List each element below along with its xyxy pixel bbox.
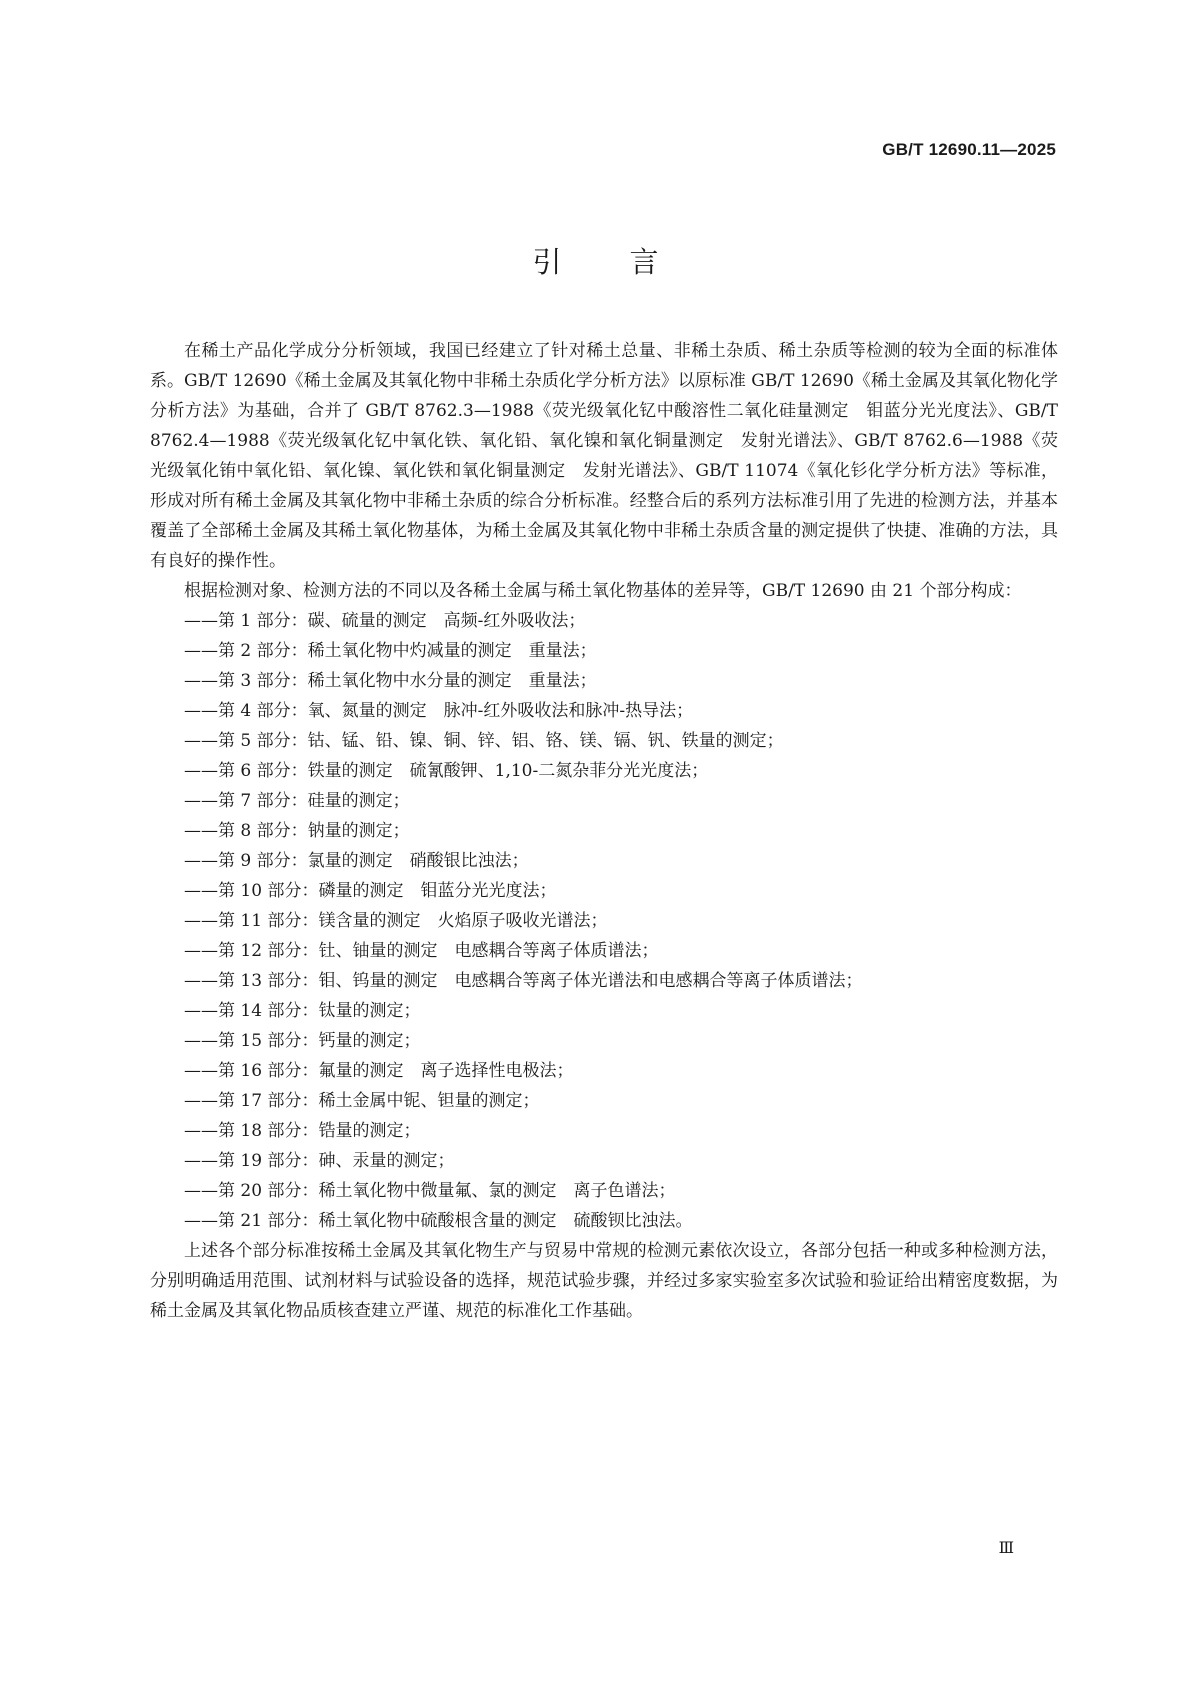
list-item: ——第 21 部分：稀土氧化物中硫酸根含量的测定 硫酸钡比浊法。 [184,1211,693,1231]
list-item: ——第 19 部分：砷、汞量的测定； [184,1151,455,1171]
list-item: ——第 6 部分：铁量的测定 硫氰酸钾、1,10-二氮杂菲分光光度法； [184,761,709,781]
list-item: ——第 20 部分：稀土氧化物中微量氟、氯的测定 离子色谱法； [184,1181,676,1201]
list-item: ——第 15 部分：钙量的测定； [184,1031,421,1051]
list-item: ——第 16 部分：氟量的测定 离子选择性电极法； [184,1061,574,1081]
page-number: Ⅲ [998,1538,1014,1557]
list-item: ——第 5 部分：钴、锰、铅、镍、铜、锌、铝、铬、镁、镉、钒、铁量的测定； [184,731,784,751]
page-title: 引言 [532,245,727,279]
parts-list [150,606,1058,1236]
list-item: ——第 8 部分：钠量的测定； [184,821,410,841]
list-item: ——第 9 部分：氯量的测定 硝酸银比浊法； [184,851,529,871]
intro-paragraph: 在稀土产品化学成分分析领域，我国已经建立了针对稀土总量、非稀土杂质、稀土杂质等检测的较为全面的标准体系。GB/T 12690《稀土金属及其氧化物中非稀土杂质化学分析方法》以原标准 GB/T 12690《稀土金属及其氧化物化学分析方法》为基础，合并了 GB/T 8762.3—1988《荧光级氧化钇中酸溶性二氧化硅量测定 钼蓝分光光度法》、GB/T 8762.4—1988《荧光级氧化钇中氧化铁、氧化铅、氧化镍和氧化铜量测定 发射光谱法》、GB/T 8762.6—1988《荧光级氧化铕中氧化铅、氧化镍、氧化铁和氧化铜量测定 发射光谱法》、GB/T 11074《氧化钐化学分析方法》等标准，形成对所有稀土金属及其氧化物中非稀土杂质的综合分析标准。经整合后的系列方法标准引用了先进的检测方法，并基本覆盖了全部稀土金属及其稀土氧化物基体，为稀土金属及其氧化物中非稀土杂质含量的测定提供了快捷、准确的方法，具有良好的操作性。 [150,341,1058,571]
list-item: ——第 12 部分：钍、铀量的测定 电感耦合等离子体质谱法； [184,941,659,961]
list-item: ——第 7 部分：硅量的测定； [184,791,410,811]
list-item: ——第 10 部分：磷量的测定 钼蓝分光光度法； [184,881,557,901]
structure-paragraph: 根据检测对象、检测方法的不同以及各稀土金属与稀土氧化物基体的差异等，GB/T 12690 由 21 个部分构成： [184,581,1022,601]
list-item: ——第 4 部分：氧、氮量的测定 脉冲-红外吸收法和脉冲-热导法； [184,701,694,721]
list-item: ——第 1 部分：碳、硫量的测定 高频-红外吸收法； [184,611,586,631]
list-item: ——第 18 部分：锆量的测定； [184,1121,421,1141]
list-item: ——第 13 部分：钼、钨量的测定 电感耦合等离子体光谱法和电感耦合等离子体质谱法； [184,971,863,991]
closing-paragraph: 上述各个部分标准按稀土金属及其氧化物生产与贸易中常规的检测元素依次设立，各部分包括一种或多种检测方法，分别明确适用范围、试剂材料与试验设备的选择，规范试验步骤，并经过多家实验室多次试验和验证给出精密度数据，为稀土金属及其氧化物品质核查建立严谨、规范的标准化工作基础。 [150,1241,1058,1321]
list-item: ——第 11 部分：镁含量的测定 火焰原子吸收光谱法； [184,911,608,931]
standard-code: GB/T 12690.11—2025 [882,140,1056,159]
list-item: ——第 17 部分：稀土金属中铌、钽量的测定； [184,1091,540,1111]
document-body [150,336,1058,1326]
list-item: ——第 14 部分：钛量的测定； [184,1001,421,1021]
list-item: ——第 2 部分：稀土氧化物中灼减量的测定 重量法； [184,641,597,661]
list-item: ——第 3 部分：稀土氧化物中水分量的测定 重量法； [184,671,597,691]
